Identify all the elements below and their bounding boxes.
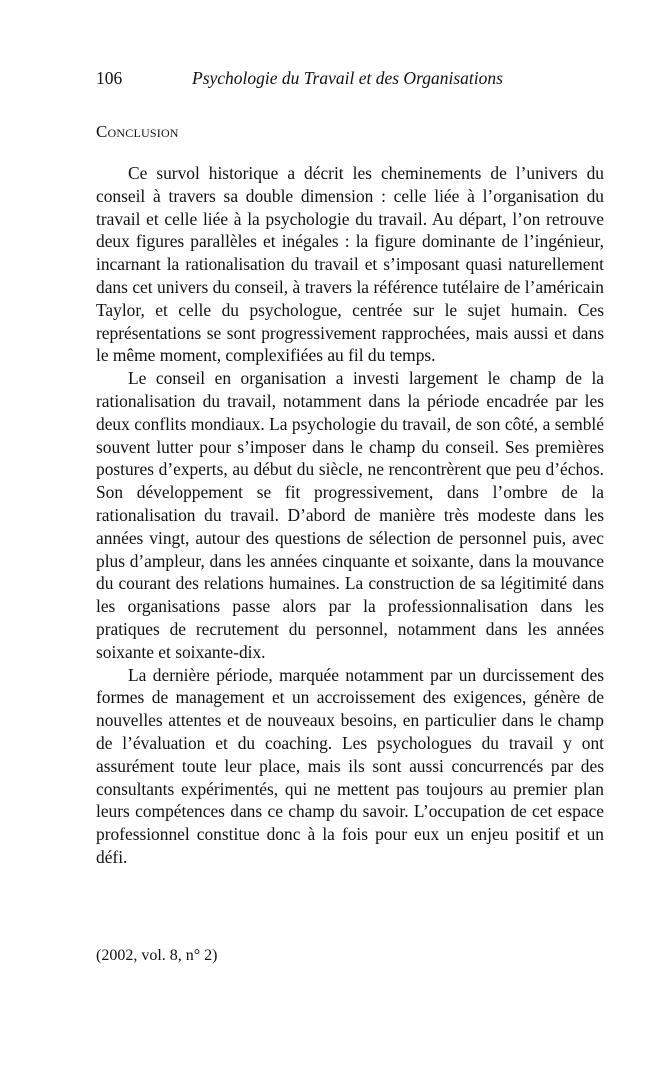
paragraph-1: Ce survol historique a décrit les cheminements de l’univers du conseil à travers sa double dimension : celle liée à l’organisation du travail et celle liée à la psychologie du travail. Au départ, l’on retrouve deux figures parallèles et inégales : la figure dominante de l’ingénieur, incarnant la rationalisation du travail et s’imposant quasi naturellement dans cet univers du conseil, à travers la référence tutélaire de l’américain Taylor, et celle du psychologue, centrée sur le sujet humain. Ces représentations se sont progressivement rapprochées, mais aussi et dans le même moment, complexifiées au fil du temps. [96, 163, 604, 366]
running-title: Psychologie du Travail et des Organisations [192, 68, 503, 88]
running-head [96, 66, 606, 90]
body-text [96, 162, 604, 869]
paragraph-2: Le conseil en organisation a investi largement le champ de la rationalisation du travail, notamment dans la période encadrée par les deux conflits mondiaux. La psychologie du travail, de son côté, a semblé souvent lutter pour s’imposer dans le champ du conseil. Ses premières postures d’experts, au début du siècle, ne rencontrèrent que peu d’échos. Son développement se fit progressivement, dans l’ombre de la rationalisation du travail. D’abord de manière très modeste dans les années vingt, autour des questions de sélection de personnel puis, avec plus d’ampleur, dans les années cinquante et soixante, dans la mouvance du courant des relations humaines. La construction de sa légitimité dans les organisations passe alors par la professionnalisation dans les pratiques de recrutement du personnel, notamment dans les années soixante et soixante-dix. [96, 368, 604, 662]
page-number: 106 [96, 68, 123, 88]
publication-reference: (2002, vol. 8, n° 2) [96, 947, 218, 964]
section-heading: Conclusion [96, 122, 179, 141]
paragraph-3: La dernière période, marquée notamment par un durcissement des formes de management et un accroissement des exigences, génère de nouvelles attentes et de nouveaux besoins, en particulier dans le champ de l’évaluation et du coaching. Les psychologues du travail y ont assurément toute leur place, mais ils sont aussi concurrencés par des consultants expérimentés, qui ne mettent pas toujours au premier plan leurs compétences dans ce champ du savoir. L’occupation de cet espace professionnel constitue donc à la fois pour eux un enjeu positif et un défi. [96, 664, 604, 867]
